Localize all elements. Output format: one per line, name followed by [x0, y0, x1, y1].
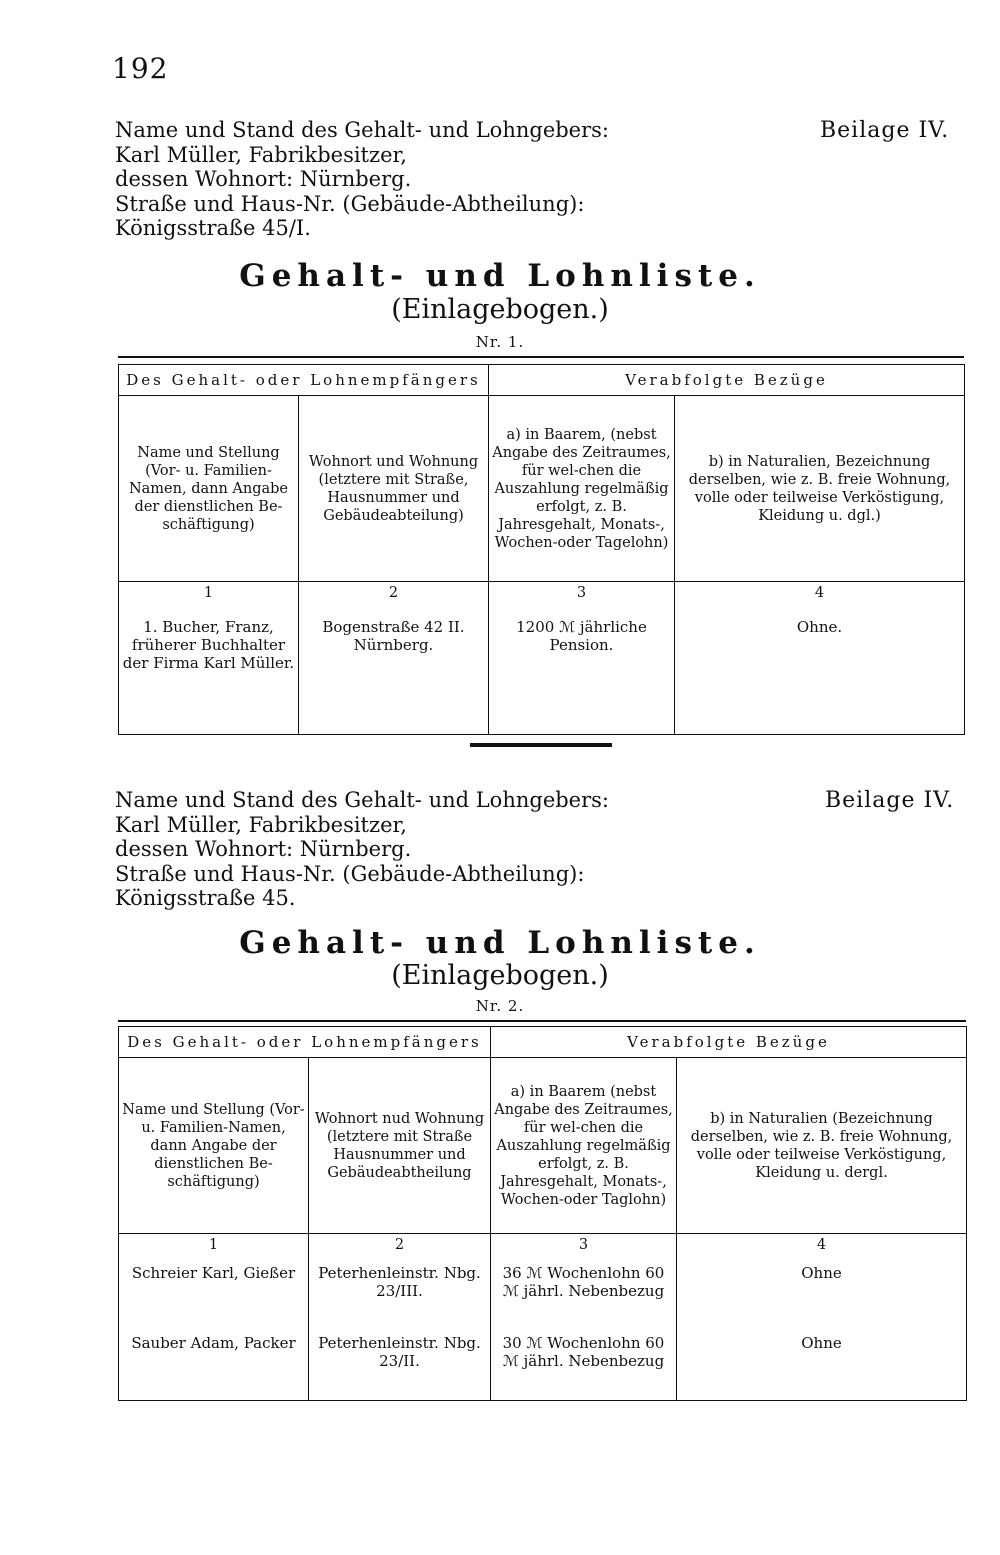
- column-header-residence: Wohnort und Wohnung (letztere mit Straße, Hausnummer und Gebäudeabteilung): [299, 396, 489, 582]
- list-title-2: Gehalt- und Lohnliste.: [239, 925, 761, 961]
- column-number: 2: [299, 582, 489, 605]
- beilage-label-1: Beilage IV.: [820, 118, 950, 143]
- page-number: 192: [112, 52, 169, 85]
- column-header-name: Name und Stellung (Vor- u. Familien-Namen, dann Angabe der dienstlichen Be-schäftigung): [119, 1058, 309, 1234]
- column-number: 3: [491, 1234, 677, 1257]
- table-row: [119, 1328, 967, 1400]
- column-header-kind: b) in Naturalien, Bezeichnung derselben, wie z. B. freie Wohnung, volle oder teilweise Verköstigung, Kleidung u. dgl.): [675, 396, 965, 582]
- column-header-cash: a) in Baarem (nebst Angabe des Zeitraumes, für wel-chen die Auszahlung regelmäßig erfolgt, z. B. Jahresgehalt, Monats-, Wochen-oder Taglohn): [491, 1058, 677, 1234]
- employer-header-1: [115, 118, 609, 241]
- table-top-rule: [118, 1020, 966, 1022]
- group-header-payments: Verabfolgte Bezüge: [489, 365, 965, 396]
- list-title-1: Gehalt- und Lohnliste.: [239, 258, 761, 294]
- column-number: 2: [309, 1234, 491, 1257]
- cell-kind: Ohne: [677, 1256, 967, 1328]
- cell-residence: Bogenstraße 42 II. Nürnberg.: [299, 604, 489, 734]
- list-number-2: Nr. 2.: [475, 997, 525, 1015]
- list-subtitle-1: (Einlagebogen.): [391, 294, 609, 325]
- header-line: Straße und Haus-Nr. (Gebäude-Abtheilung):: [115, 861, 585, 886]
- cell-kind: Ohne: [677, 1328, 967, 1400]
- cell-name: Sauber Adam, Packer: [119, 1328, 309, 1400]
- wage-table-1: [118, 364, 965, 735]
- column-number: 4: [677, 1234, 967, 1257]
- cell-name: Schreier Karl, Gießer: [119, 1256, 309, 1328]
- cell-residence: Peterhenleinstr. Nbg. 23/II.: [309, 1328, 491, 1400]
- header-line: Karl Müller, Fabrikbesitzer,: [115, 812, 407, 837]
- table-row: [119, 604, 965, 734]
- table-row: [119, 1256, 967, 1328]
- column-header-cash: a) in Baarem, (nebst Angabe des Zeitraumes, für wel-chen die Auszahlung regelmäßig erfolgt, z. B. Jahresgehalt, Monats-, Wochen-oder Tagelohn): [489, 396, 675, 582]
- column-number: 1: [119, 1234, 309, 1257]
- header-line: Straße und Haus-Nr. (Gebäude-Abtheilung):: [115, 191, 585, 216]
- cell-cash: 1200 ℳ jährliche Pension.: [489, 604, 675, 734]
- header-line: dessen Wohnort: Nürnberg.: [115, 837, 412, 861]
- column-header-kind: b) in Naturalien (Bezeichnung derselben, wie z. B. freie Wohnung, volle oder teilweise Verköstigung, Kleidung u. dergl.: [677, 1058, 967, 1234]
- group-header-recipient: Des Gehalt- oder Lohnempfängers: [119, 365, 489, 396]
- table-top-rule: [118, 356, 964, 358]
- beilage-label-2: Beilage IV.: [825, 788, 955, 813]
- header-line: Königsstraße 45.: [115, 886, 296, 910]
- column-header-name: Name und Stellung (Vor- u. Familien-Namen, dann Angabe der dienstlichen Be-schäftigung): [119, 396, 299, 582]
- header-line: Name und Stand des Gehalt- und Lohngebers:: [115, 118, 610, 142]
- header-line: Königsstraße 45/I.: [115, 216, 311, 240]
- employer-header-2: [115, 788, 609, 911]
- header-line: Name und Stand des Gehalt- und Lohngebers:: [115, 788, 610, 812]
- cell-cash: 36 ℳ Wochenlohn 60 ℳ jährl. Nebenbezug: [491, 1256, 677, 1328]
- column-number: 1: [119, 582, 299, 605]
- wage-table-2: [118, 1026, 967, 1401]
- cell-kind: Ohne.: [675, 604, 965, 734]
- section-separator: [470, 743, 612, 747]
- header-line: dessen Wohnort: Nürnberg.: [115, 167, 412, 191]
- group-header-recipient: Des Gehalt- oder Lohnempfängers: [119, 1027, 491, 1058]
- cell-name: 1. Bucher, Franz, früherer Buchhalter der Firma Karl Müller.: [119, 604, 299, 734]
- cell-residence: Peterhenleinstr. Nbg. 23/III.: [309, 1256, 491, 1328]
- cell-cash: 30 ℳ Wochenlohn 60 ℳ jährl. Nebenbezug: [491, 1328, 677, 1400]
- list-subtitle-2: (Einlagebogen.): [391, 960, 609, 991]
- group-header-payments: Verabfolgte Bezüge: [491, 1027, 967, 1058]
- list-number-1: Nr. 1.: [475, 333, 525, 351]
- header-line: Karl Müller, Fabrikbesitzer,: [115, 142, 407, 167]
- column-number: 3: [489, 582, 675, 605]
- column-header-residence: Wohnort nud Wohnung (letztere mit Straße Hausnummer und Gebäudeabtheilung: [309, 1058, 491, 1234]
- column-number: 4: [675, 582, 965, 605]
